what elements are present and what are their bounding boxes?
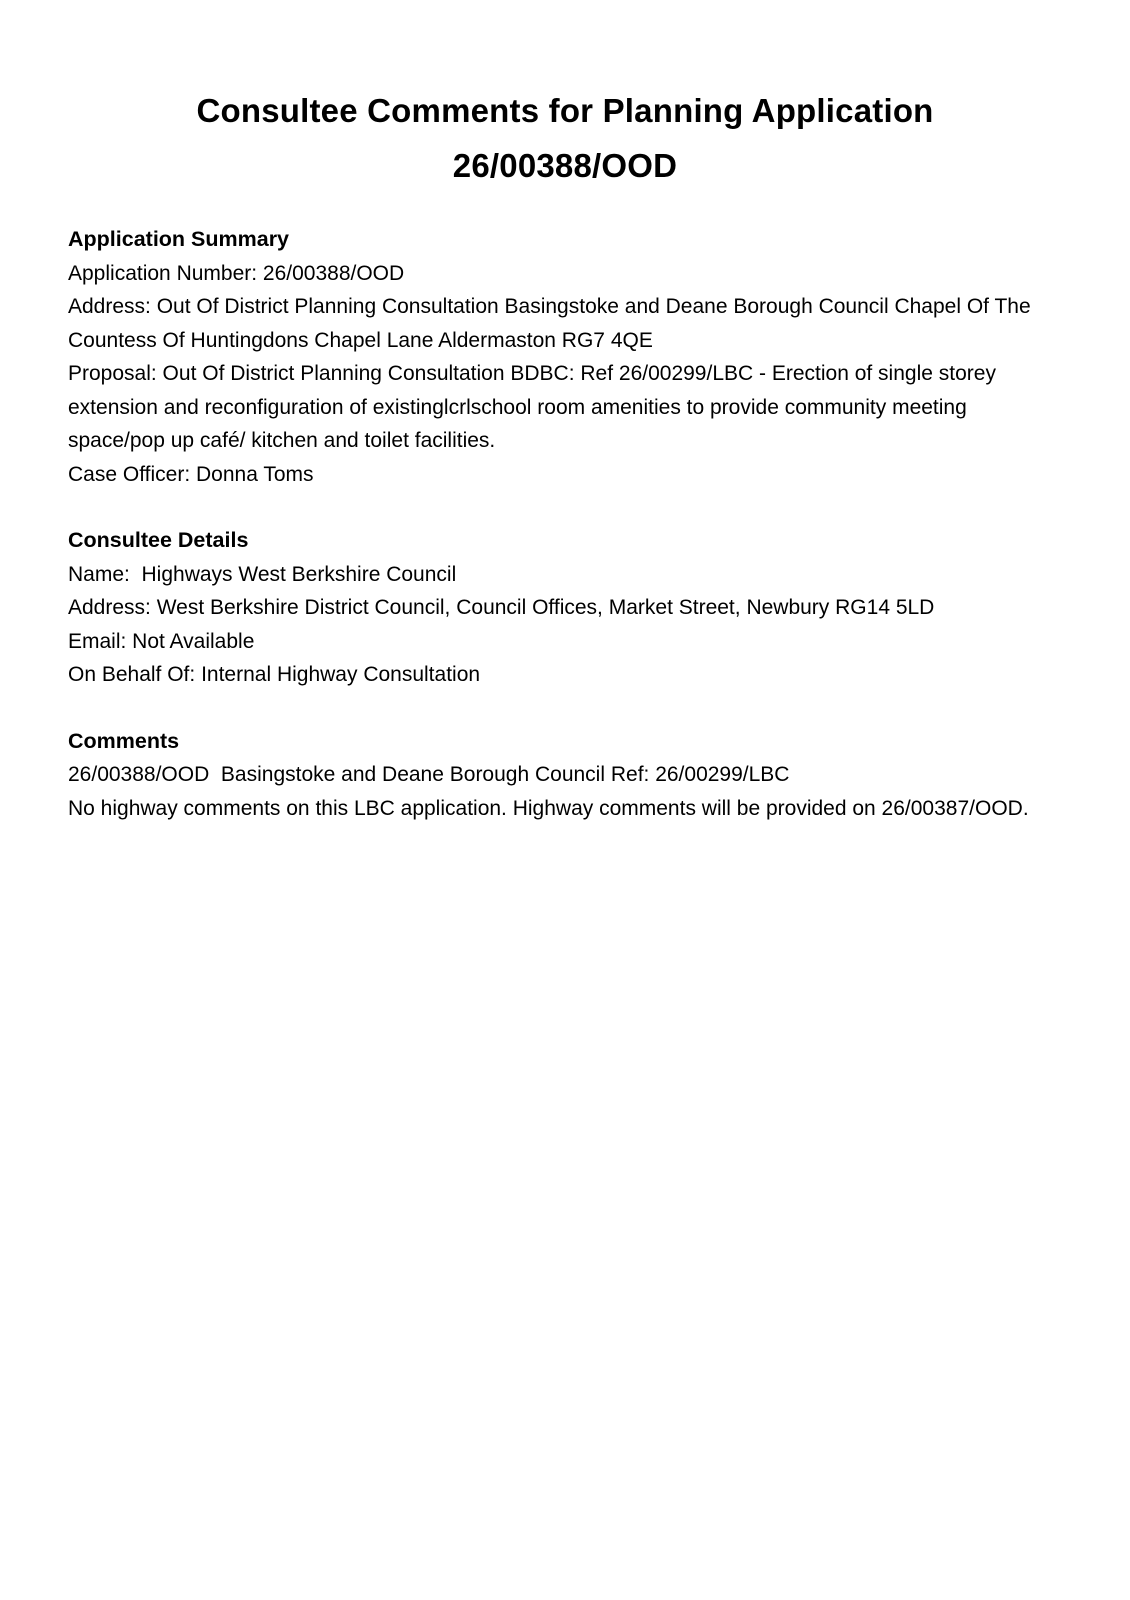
document-title-line1: Consultee Comments for Planning Application <box>196 92 934 129</box>
section-application-summary <box>68 223 1062 491</box>
document-title-line2: 26/00388/OOD <box>452 147 678 184</box>
application-number-line: Application Number: 26/00388/OOD <box>68 261 405 285</box>
comments-reference-line: 26/00388/OOD Basingstoke and Deane Borough Council Ref: 26/00299/LBC <box>68 763 790 786</box>
section-comments <box>68 725 1062 826</box>
consultee-address-line: Address: West Berkshire District Council, Council Offices, Market Street, Newbury RG14 5LD <box>68 596 935 619</box>
consultee-email-line: Email: Not Available <box>68 629 255 653</box>
proposal-line: Proposal: Out Of District Planning Consultation BDBC: Ref 26/00299/LBC - Erection of single storey extension and reconfiguration of existinglcrlschool room amenities to provide community meeting space/pop up café/ kitchen and toilet facilities. <box>68 362 1002 452</box>
comments-heading: Comments <box>68 728 180 753</box>
application-address-line: Address: Out Of District Planning Consultation Basingstoke and Deane Borough Council Chapel Of The Countess Of Huntingdons Chapel Lane Aldermaston RG7 4QE <box>68 295 1037 352</box>
on-behalf-of-line: On Behalf Of: Internal Highway Consultation <box>68 663 481 686</box>
consultee-details-heading: Consultee Details <box>68 528 249 552</box>
document-title <box>68 83 1062 193</box>
consultee-name-line: Name: Highways West Berkshire Council <box>68 562 457 586</box>
section-consultee-details <box>68 524 1062 692</box>
case-officer-line: Case Officer: Donna Toms <box>68 462 314 486</box>
comments-body-line: No highway comments on this LBC application. Highway comments will be provided on 26/00387/OOD. <box>68 796 1029 820</box>
application-summary-heading: Application Summary <box>68 227 290 251</box>
